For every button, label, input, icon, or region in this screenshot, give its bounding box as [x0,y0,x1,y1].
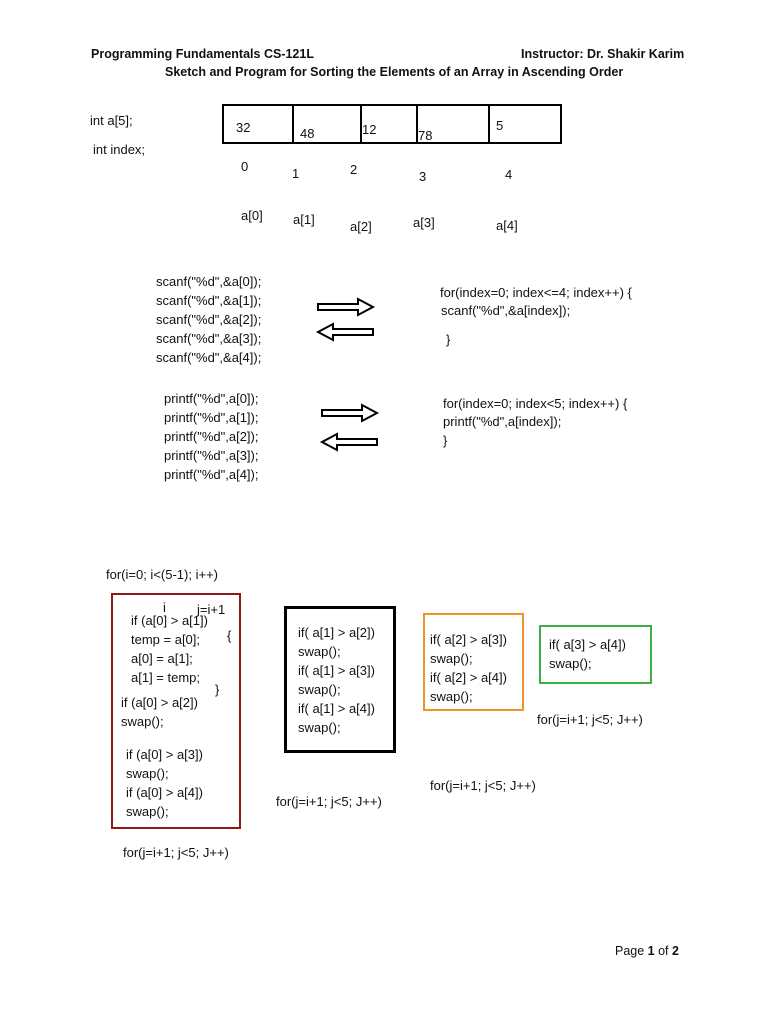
array-cell [418,106,490,142]
array-index: 2 [350,162,358,177]
printf-loop-header: for(index=0; index<5; index++) { [443,396,628,411]
code-line: swap(); [298,682,341,697]
page-number [615,944,679,958]
i-label: i [163,600,166,615]
code-line: printf("%d",a[0]); [164,391,259,406]
code-line: if( a[1] > a[2]) [298,625,375,640]
array-index: 0 [241,159,249,174]
code-line: scanf("%d",&a[2]); [156,312,262,327]
array-element-name: a[3] [413,215,435,230]
code-line: if (a[0] > a[4]) [126,785,203,800]
array-cell [490,106,560,142]
array-element-name: a[4] [496,218,518,233]
page-prefix: Page [615,944,648,958]
outer-loop-label: for(i=0; i<(5-1); i++) [106,567,218,582]
box1-compare-code [121,693,198,731]
array-cell [224,106,294,142]
array-diagram [222,104,562,144]
equivalence-arrows-icon [320,402,380,450]
code-line: temp = a[0]; [131,632,201,647]
array-value: 78 [418,128,433,143]
array-cell [362,106,418,142]
page-total: 2 [672,944,679,958]
code-line: swap(); [121,714,164,729]
box4-compare-code [549,635,626,673]
box4-inner-loop: for(j=i+1; j<5; J++) [537,712,643,727]
array-value: 32 [236,120,251,135]
code-line: printf("%d",a[3]); [164,448,259,463]
code-line: if( a[2] > a[3]) [430,632,507,647]
j-label: j=i+1 [197,602,226,617]
scanf-loop-body: scanf("%d",&a[index]); [441,303,571,318]
code-line: printf("%d",a[1]); [164,410,259,425]
printf-loop-body: printf("%d",a[index]); [443,414,562,429]
array-index: 1 [292,166,300,181]
code-line: swap(); [549,656,592,671]
printf-statements [164,389,259,484]
box1-inner-loop: for(j=i+1; j<5; J++) [123,845,229,860]
close-brace: } [215,682,220,697]
array-index: 4 [505,167,513,182]
box1-swap-code [131,611,208,687]
scanf-loop-header: for(index=0; index<=4; index++) { [440,285,632,300]
code-line: swap(); [126,766,169,781]
code-line: if( a[3] > a[4]) [549,637,626,652]
code-line: if (a[0] > a[2]) [121,695,198,710]
box3-inner-loop: for(j=i+1; j<5; J++) [430,778,536,793]
course-title: Programming Fundamentals CS-121L [91,47,314,61]
array-value: 5 [496,118,504,133]
array-element-name: a[0] [241,208,263,223]
printf-loop-close: } [443,433,448,448]
code-line: scanf("%d",&a[3]); [156,331,262,346]
code-line: if( a[2] > a[4]) [430,670,507,685]
code-line: scanf("%d",&a[4]); [156,350,262,365]
box3-compare-code [430,630,507,706]
equivalence-arrows-icon [316,296,376,344]
array-value: 48 [300,126,315,141]
code-line: scanf("%d",&a[0]); [156,274,262,289]
scanf-loop-close: } [446,332,451,347]
code-line: swap(); [126,804,169,819]
page-of: of [654,944,672,958]
index-declaration: int index; [93,142,146,157]
code-line: if( a[1] > a[3]) [298,663,375,678]
instructor-name: Instructor: Dr. Shakir Karim [521,47,685,61]
array-declaration: int a[5]; [90,113,133,128]
code-line: printf("%d",a[4]); [164,467,259,482]
code-line: swap(); [430,689,473,704]
code-line: if (a[0] > a[3]) [126,747,203,762]
code-line: if( a[1] > a[4]) [298,701,375,716]
document-subtitle: Sketch and Program for Sorting the Elements of an Array in Ascending Order [165,65,624,79]
code-line: swap(); [430,651,473,666]
box2-compare-code [298,623,375,737]
array-value: 12 [362,122,377,137]
box2-inner-loop: for(j=i+1; j<5; J++) [276,794,382,809]
open-brace: { [227,628,232,643]
page-current: 1 [647,944,655,958]
code-line: swap(); [298,644,341,659]
array-cell [294,106,362,142]
code-line: a[0] = a[1]; [131,651,193,666]
array-index: 3 [419,169,427,184]
array-element-name: a[1] [293,212,315,227]
code-line: a[1] = temp; [131,670,201,685]
code-line: if (a[0] > a[1]) [131,613,208,628]
code-line: printf("%d",a[2]); [164,429,259,444]
box1-compare-code [126,745,203,821]
scanf-statements [156,272,261,367]
array-element-name: a[2] [350,219,372,234]
code-line: scanf("%d",&a[1]); [156,293,262,308]
code-line: swap(); [298,720,341,735]
